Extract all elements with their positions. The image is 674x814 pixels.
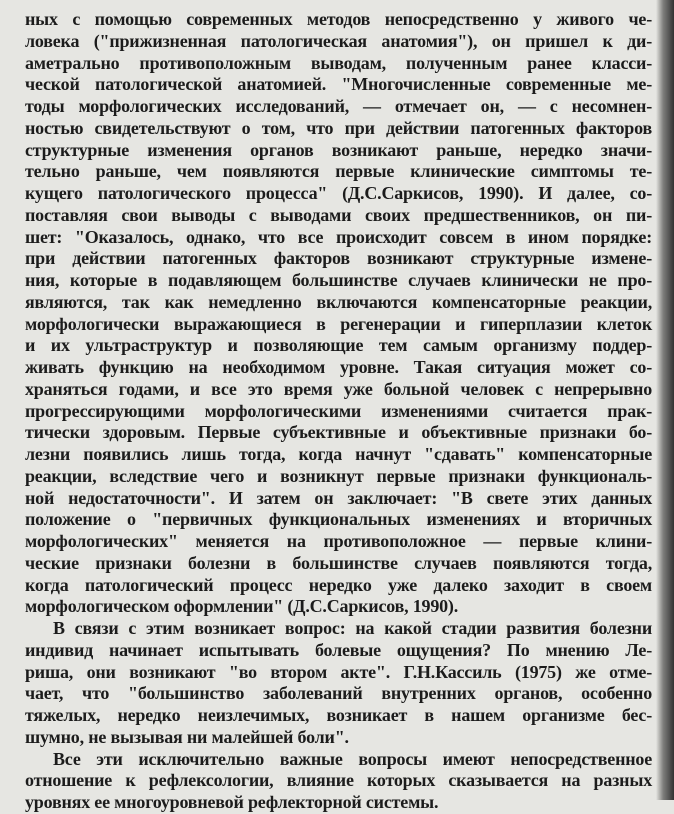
text-line: морфологических" меняется на противоположное — первые клини- (25, 531, 652, 551)
text-line: при действии патогенных факторов возникают структурные измене- (25, 248, 652, 269)
text-line: уровнях ее многоуровневой рефлекторной системы. (25, 792, 439, 812)
text-line: прогрессирующими морфологическими изменениями считается прак- (25, 400, 652, 421)
text-line: В связи с этим возникает вопрос: на какой стадии развития болезни (53, 618, 652, 638)
text-line: морфологически выражающиеся в регенерации и гиперплазии клеток (25, 313, 652, 334)
text-line: шет: "Оказалось, однако, что все происходит совсем в ином порядке: (25, 226, 652, 247)
page-binding-shadow (656, 0, 674, 800)
text-line: когда патологический процесс нередко уже далеко заходит в своем (25, 574, 652, 595)
document-page (25, 9, 652, 814)
text-line: реакции, вследствие чего и возникнут первые признаки функциональ- (25, 465, 652, 486)
text-line: риша, они возникают "во втором акте". Г.Н.Кассиль (1975) же отме- (25, 661, 652, 682)
text-line: кущего патологического процесса" (Д.С.Саркисов, 1990). И далее, со- (25, 183, 652, 203)
text-line: тяжелых, нередко неизлечимых, возникает в нашем организме бес- (25, 705, 652, 725)
text-line: живать функцию на необходимом уровне. Такая ситуация может со- (25, 357, 652, 377)
text-line: ния, которые в подавляющем большинстве случаев клинически не про- (25, 270, 652, 290)
text-line: положение о "первичных функциональных изменениях и вторичных (25, 509, 652, 530)
text-line: ловека ("прижизненная патологическая анатомия"), он пришел к ди- (25, 30, 652, 51)
text-line: ческой патологической анатомией. "Многочисленные современные ме- (25, 74, 652, 95)
text-line: шумно, не вызывая ни малейшей боли". (25, 726, 349, 747)
text-line: ной недостаточности". И затем он заключает: "В свете этих данных (25, 487, 652, 508)
text-line: являются, так как немедленно включаются компенсаторные реакции, (25, 291, 652, 312)
text-line: лезни появились лишь тогда, когда начнут "сдавать" компенсаторные (25, 444, 652, 464)
text-line: структурные изменения органов возникают раньше, нередко значи- (25, 139, 652, 160)
text-line: чает, что "большинство заболеваний внутренних органов, особенно (25, 683, 652, 704)
text-line: отношение к рефлексологии, влияние которых сказывается на разных (25, 770, 652, 791)
text-line: тоды морфологических исследований, — отмечает он, — с несомнен- (25, 96, 652, 116)
paragraph (25, 749, 652, 814)
text-line: ческие признаки болезни в большинстве случаев появляются тогда, (25, 552, 652, 573)
text-line: поставляя свои выводы с выводами своих предшественников, он пи- (25, 204, 652, 225)
paragraph (25, 618, 652, 749)
text-line: храняться годами, и все это время уже больной человек с непрерывно (25, 378, 652, 399)
text-line: и их ультраструктур и позволяющие тем самым организму поддер- (25, 335, 652, 356)
text-line: ных с помощью современных методов непосредственно у живого че- (25, 9, 652, 29)
text-line: ностью свидетельствуют о том, что при действии патогенных факторов (25, 117, 652, 138)
text-line: тельно раньше, чем появляются первые клинические симптомы те- (25, 161, 652, 182)
text-line: аметрально противоположным выводам, полученным ранее класси- (25, 52, 652, 73)
text-line: тически здоровым. Первые субъективные и объективные признаки бо- (25, 422, 652, 443)
text-line: морфологическом оформлении" (Д.С.Саркисов, 1990). (25, 596, 459, 617)
paragraph (25, 9, 652, 618)
text-line: индивид начинает испытывать болевые ощущения? По мнению Ле- (25, 639, 652, 660)
text-line: Все эти исключительно важные вопросы имеют непосредственное (53, 748, 652, 769)
